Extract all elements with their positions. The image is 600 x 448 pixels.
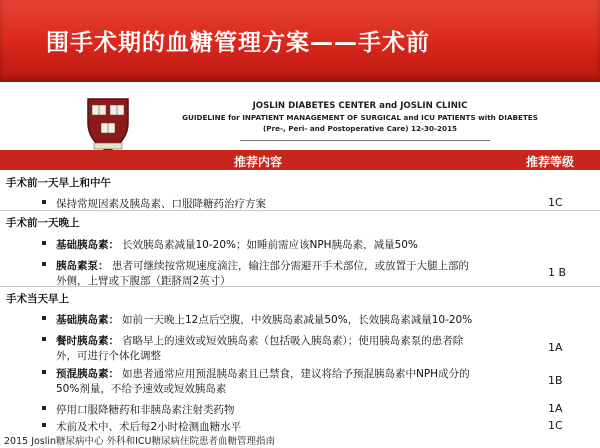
guideline-subtitle: (Pre-, Peri- and Postoperative Care) 12-30-2015 [263, 124, 457, 133]
row-grade: 1A [548, 341, 563, 354]
row-text: 省略早上的速效或短效胰岛素（包括吸入胰岛素）；使用胰岛素泵的患者除 [122, 335, 464, 347]
bullet-icon [42, 370, 46, 374]
bullet-icon [42, 423, 46, 427]
row-label: 餐时胰岛素： [56, 335, 119, 347]
footer-citation: 2015 Joslin糖尿病中心 外科和ICU糖尿病住院患者血糖管理指南 [4, 436, 275, 447]
row-text: 术前及术中、术后每2小时检测血糖水平 [56, 421, 242, 433]
bullet-icon [42, 316, 46, 320]
guideline-header [140, 100, 580, 134]
row-text: 长效胰岛素减量10-20%；如睡前需应该NPH胰岛素，减量50% [122, 239, 418, 251]
bullet-icon [42, 262, 46, 266]
guideline-divider [240, 140, 490, 141]
row-grade: 1C [548, 419, 563, 432]
row-grade: 1 B [548, 266, 567, 279]
row-label: 胰岛素泵： [56, 260, 109, 272]
row-text: 如患者通常应用预混胰岛素且已禁食，建议将给予预混胰岛素中NPH成分的 [122, 368, 470, 380]
bullet-icon [42, 337, 46, 341]
row-divider [0, 286, 600, 287]
bullet-icon [42, 200, 46, 204]
row-text: 保持常规因素及胰岛素、口服降糖药治疗方案 [56, 198, 266, 210]
row-label: 预混胰岛素： [56, 368, 119, 380]
row-grade: 1C [548, 196, 563, 209]
row-divider [0, 210, 600, 211]
row-text: 停用口服降糖药和非胰岛素注射类药物 [56, 404, 235, 416]
section-heading-text: 手术当天早上 [6, 293, 69, 305]
row-grade: 1B [548, 374, 563, 387]
row-text-continued: 外侧，上臂或下腹部（距脐周2英寸） [56, 275, 231, 287]
slide-header [0, 0, 600, 82]
guideline-org: JOSLIN DIABETES CENTER and JOSLIN CLINIC [252, 101, 468, 111]
row-text: 如前一天晚上12点后空腹，中效胰岛素减量50%，长效胰岛素减量10-20% [122, 314, 473, 326]
col-content-header: 推荐内容 [234, 155, 283, 169]
row-text-continued: 外，可进行个体化调整 [56, 350, 161, 362]
section-heading-text: 手术前一天早上和中午 [6, 177, 111, 189]
table-header [0, 150, 600, 170]
bullet-icon [42, 241, 46, 245]
row-label: 基础胰岛素： [56, 314, 119, 326]
row-text: 患者可继续按常规速度滴注，输注部分需避开手术部位，或放置于大腿上部的 [112, 260, 469, 272]
harvard-crest-logo [84, 97, 132, 153]
section-heading-text: 手术前一天晚上 [6, 217, 80, 229]
guideline-title: GUIDELINE for INPATIENT MANAGEMENT OF SURGICAL and ICU PATIENTS with DIABETES [182, 113, 538, 122]
bullet-icon [42, 406, 46, 410]
row-label: 基础胰岛素： [56, 239, 119, 251]
col-grade-header: 推荐等级 [526, 155, 575, 169]
row-text-continued: 50%剂量，不给予速效或短效胰岛素 [56, 383, 227, 395]
row-grade: 1A [548, 402, 563, 415]
slide-title: 围手术期的血糖管理方案——手术前 [46, 30, 430, 56]
